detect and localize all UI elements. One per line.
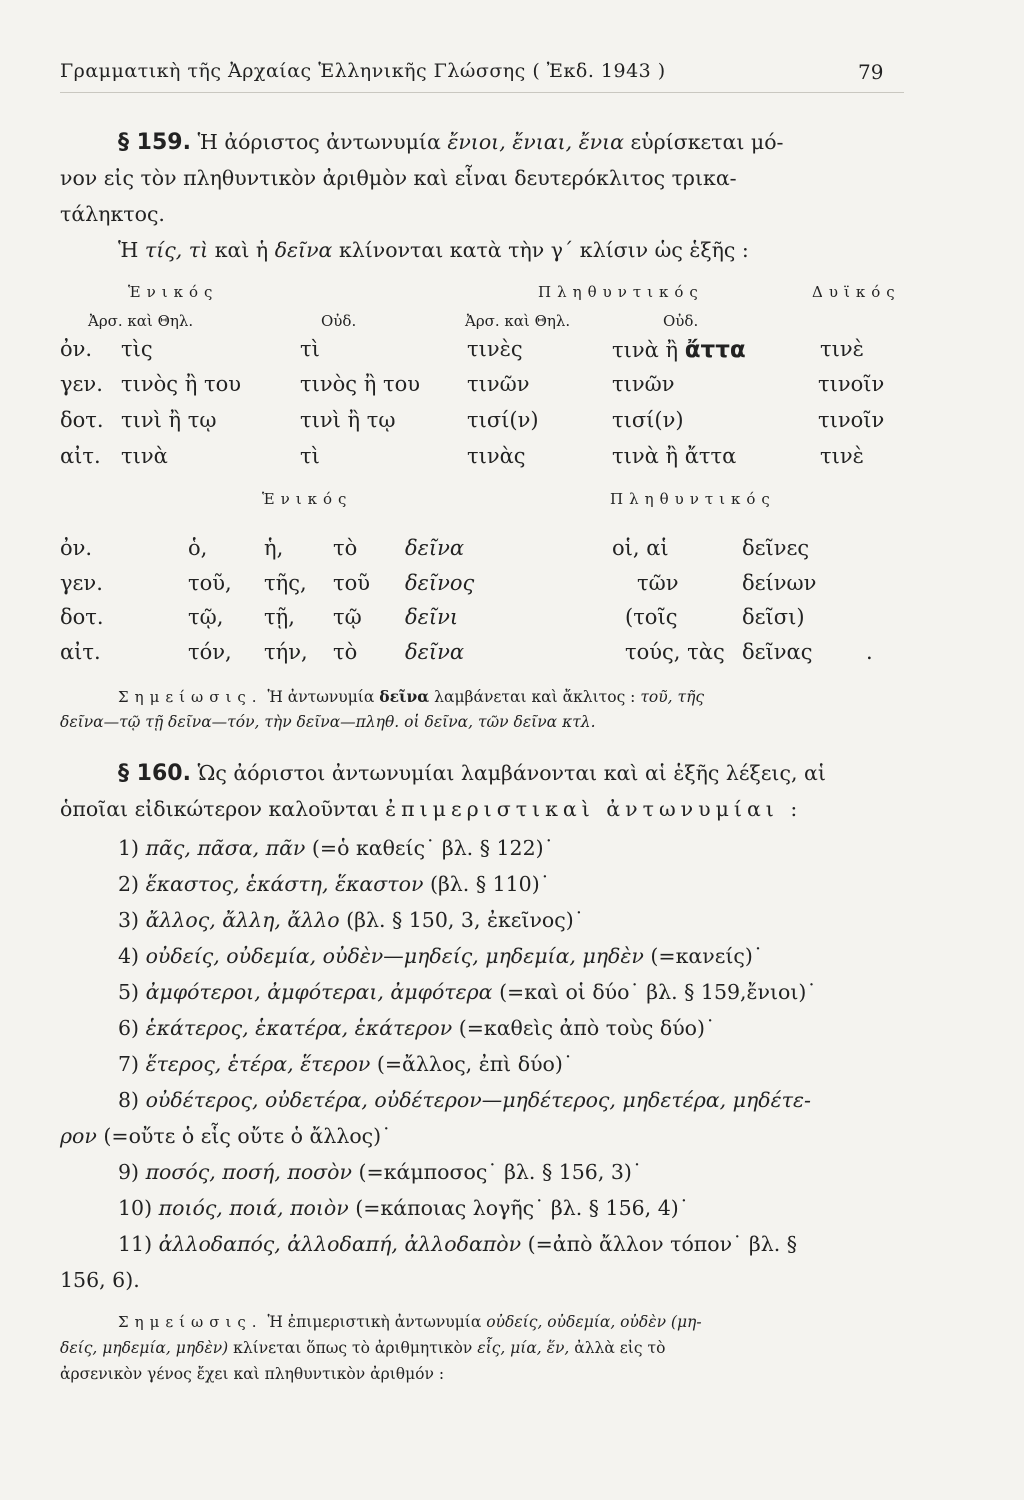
note-label: Σημείωσις. (118, 688, 263, 706)
running-header-title: Γραμματικὴ τῆς Ἀρχαίας Ἑλληνικῆς Γλώσσης ( Ἐκδ. 1943 ) (60, 60, 666, 82)
list-item: 8) οὐδέτερος, οὐδετέρα, οὐδέτερον—μηδέτερος, μηδετέρα, μηδέτε- (118, 1088, 811, 1112)
list-item: 6) ἑκάτερος, ἑκατέρα, ἑκάτερον (=καθεὶς ἀπὸ τοὺς δύο)˙ (118, 1016, 716, 1040)
table1-sub-mf-plural: Ἀρσ. καὶ Θηλ. (465, 312, 571, 330)
table2-header-singular: Ἑνικός (262, 490, 353, 508)
sec159-line-1: § 159. Ἡ ἀόριστος ἀντωνυμία ἔνιοι, ἔνιαι, ἔνια εὑρίσκεται μό- (118, 130, 784, 155)
section-number: § 159. (118, 130, 191, 155)
list-item: 4) οὐδείς, οὐδεμία, οὐδὲν—μηδείς, μηδεμία, μηδὲν (=κανείς)˙ (118, 944, 764, 968)
list-item: 9) ποσός, ποσή, ποσὸν (=κάμποσος˙ βλ. § 156, 3)˙ (118, 1160, 643, 1184)
list-item: 7) ἕτερος, ἑτέρα, ἕτερον (=ἄλλος, ἐπὶ δύο)˙ (118, 1052, 574, 1076)
list-item: 5) ἀμφότεροι, ἀμφότεραι, ἀμφότερα (=καὶ οἱ δύο˙ βλ. § 159,ἔνιοι)˙ (118, 980, 817, 1004)
sec159-line-2: νον εἰς τὸν πληθυντικὸν ἀριθμὸν καὶ εἶναι δευτερόκλιτος τρικα- (60, 166, 737, 190)
table2-header-plural: Πληθυντικός (610, 490, 776, 508)
list-item: 11) ἀλλοδαπός, ἀλλοδαπή, ἀλλοδαπὸν (=ἀπὸ ἄλλον τόπον˙ βλ. § (118, 1232, 797, 1256)
note2-line-2: δείς, μηδεμία, μηδὲν) κλίνεται ὅπως τὸ ἀριθμητικὸν εἷς, μία, ἕν, ἀλλὰ εἰς τὸ (60, 1339, 666, 1357)
header-divider (60, 92, 904, 93)
sec160-line-2: ὁποῖαι εἰδικώτερον καλοῦνται ἐπιμεριστικαὶ ἀντωνυμίαι : (60, 797, 803, 821)
sec159-line-4: Ἡ τίς, τὶ καὶ ἡ δεῖνα κλίνονται κατὰ τὴν γ΄ κλίσιν ὡς ἑξῆς : (118, 238, 749, 262)
table1-sub-n-singular: Οὐδ. (321, 312, 357, 330)
note2-line-1: Σημείωσις. Ἡ ἐπιμεριστικὴ ἀντωνυμία οὐδείς, οὐδεμία, οὐδὲν (μη- (118, 1313, 702, 1331)
sec159-line-3: τάληκτος. (60, 202, 165, 226)
list-item: 3) ἄλλος, ἄλλη, ἄλλο (βλ. § 150, 3, ἐκεῖνος)˙ (118, 908, 584, 932)
note2-line-3: ἀρσενικὸν γένος ἔχει καὶ πληθυντικὸν ἀριθμόν : (60, 1365, 445, 1383)
section-number: § 160. (118, 761, 191, 786)
table1-sub-n-plural: Οὐδ. (663, 312, 699, 330)
note1-line-1: Σημείωσις. Ἡ ἀντωνυμία δεῖνα λαμβάνεται καὶ ἄκλιτος : τοῦ, τῆς (118, 687, 705, 706)
page-number: 79 (858, 60, 884, 84)
table1-header-singular: Ἑνικός (128, 283, 219, 301)
document-page: Γραμματικὴ τῆς Ἀρχαίας Ἑλληνικῆς Γλώσσης ( Ἐκδ. 1943 ) 79 § 159. Ἡ ἀόριστος ἀντωνυμία ἔνιοι, ἔνιαι, ἔνια εὑρίσκεται μό- νον εἰς τὸν πληθυντικὸν ἀριθμὸν καὶ εἶναι δευτερόκλιτος τρικα- τάληκτος. Ἡ τίς, τὶ καὶ ἡ δεῖνα κλίνονται κατὰ τὴν γ΄ κλίσιν ὡς ἑξῆς : Ἑνικός Πληθυντικός Δυϊκός Ἀρσ. καὶ Θηλ. Οὐδ. Ἀρσ. καὶ Θηλ. Οὐδ. ὀν. τὶς τὶ τινὲς τινὰ ἢ ἄττα τινὲ γεν. τινὸς ἢ του τινὸς ἢ του τινῶν τινῶν τινοῖν δοτ. τινὶ ἢ τῳ τινὶ ἢ τῳ τισί(ν) τισί(ν) τινοῖν αἰτ. τινὰ τὶ τινὰς τινὰ ἢ ἄττα τινὲ Ἑνικός Πληθυντικός ὀν. ὁ, ἡ, τὸ δεῖνα οἱ, αἱ δεῖνες γεν. τοῦ, τῆς, τοῦ δεῖνος τῶν δείνων δοτ. τῷ, τῇ, τῷ δεῖνι (τοῖς δεῖσι) αἰτ. τόν, τήν, τὸ δεῖνα τούς, τὰς δεῖνας . Σημείωσις. Ἡ ἀντωνυμία δεῖνα λαμβάνεται καὶ ἄκλιτος : τοῦ, τῆς δεῖνα—τῷ τῇ δεῖνα—τόν, τὴν δεῖνα—πληθ. οἱ δεῖνα, τῶν δεῖνα κτλ. § 160. Ὡς ἀόριστοι ἀντωνυμίαι λαμβάνονται καὶ αἱ ἑξῆς λέξεις, αἱ ὁποῖαι εἰδικώτερον καλοῦνται ἐπιμεριστικαὶ ἀντωνυμίαι : 1) πᾶς, πᾶσα, πᾶν (=ὁ καθείς˙ βλ. § 122)˙ 2) ἕκαστος, ἑκάστη, ἕκαστον (βλ. § 110)˙ 3) ἄλλος, ἄλλη, ἄλλο (βλ. § 150, 3, ἐκεῖνος)˙ 4) οὐδείς, οὐδεμία, οὐδὲν—μηδείς, μηδεμία, μηδὲν (=κανείς)˙ 5) ἀμφότεροι, ἀμφότεραι, ἀμφότερα (=καὶ οἱ δύο˙ βλ. § 159,ἔνιοι)˙ 6) ἑκάτερος, ἑκατέρα, ἑκάτερον (=καθεὶς ἀπὸ τοὺς δύο)˙ 7) ἕτερος, ἑτέρα, ἕτερον (=ἄλλος, ἐπὶ δύο)˙ 8) οὐδέτερος, οὐδετέρα, οὐδέτερον—μηδέτερος, μηδετέρα, μηδέτε- ρον (=οὔτε ὁ εἷς οὔτε ὁ ἄλλος)˙ 9) ποσός, ποσή, ποσὸν (=κάμποσος˙ βλ. § 156, 3)˙ 10) ποιός, ποιά, ποιὸν (=κάποιας λογῆς˙ βλ. § 156, 4)˙ 11) ἀλλοδαπός, ἀλλοδαπή, ἀλλοδαπὸν (=ἀπὸ ἄλλον τόπον˙ βλ. § 156, 6). Σημείωσις. Ἡ ἐπιμεριστικὴ ἀντωνυμία οὐδείς, οὐδεμία, οὐδὲν (μη- δείς, μηδεμία, μηδὲν) κλίνεται ὅπως τὸ ἀριθμητικὸν εἷς, μία, ἕν, ἀλλὰ εἰς τὸ ἀρσενικὸν γένος ἔχει καὶ πληθυντικὸν ἀριθμόν : (0, 0, 1024, 1500)
list-item-continuation: 156, 6). (60, 1268, 140, 1292)
table1-header-dual: Δυϊκός (812, 283, 901, 301)
list-item: 2) ἕκαστος, ἑκάστη, ἕκαστον (βλ. § 110)˙ (118, 872, 550, 896)
note-label: Σημείωσις. (118, 1313, 263, 1331)
sec160-line-1: § 160. Ὡς ἀόριστοι ἀντωνυμίαι λαμβάνονται καὶ αἱ ἑξῆς λέξεις, αἱ (118, 761, 826, 786)
list-item: 1) πᾶς, πᾶσα, πᾶν (=ὁ καθείς˙ βλ. § 122)˙ (118, 836, 554, 860)
note1-line-2: δεῖνα—τῷ τῇ δεῖνα—τόν, τὴν δεῖνα—πληθ. οἱ δεῖνα, τῶν δεῖνα κτλ. (60, 713, 596, 731)
list-item-continuation: ρον (=οὔτε ὁ εἷς οὔτε ὁ ἄλλος)˙ (60, 1124, 392, 1148)
table1-sub-mf-singular: Ἀρσ. καὶ Θηλ. (88, 312, 194, 330)
table1-header-plural: Πληθυντικός (538, 283, 704, 301)
list-item: 10) ποιός, ποιά, ποιὸν (=κάποιας λογῆς˙ βλ. § 156, 4)˙ (118, 1196, 690, 1220)
